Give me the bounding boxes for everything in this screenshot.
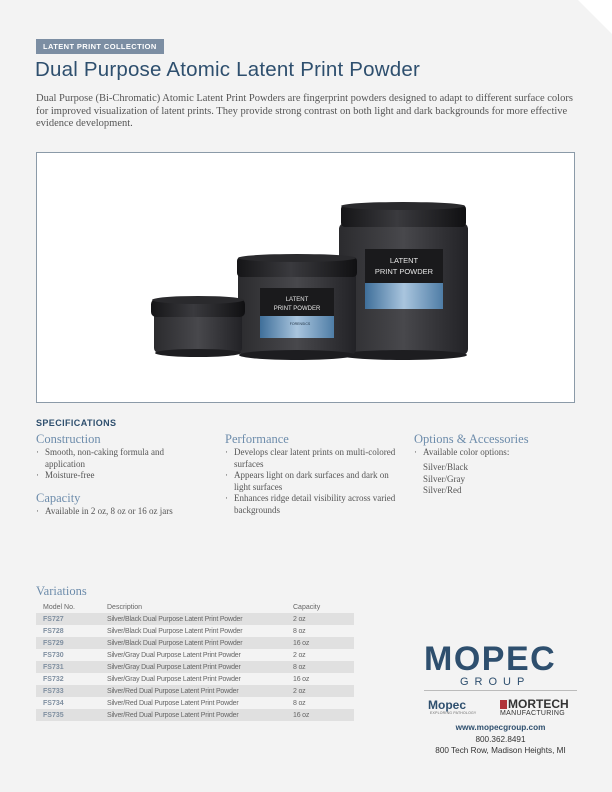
intro-paragraph: Dual Purpose (Bi-Chromatic) Atomic Latent Print Powders are fingerprint powders designed to adapt to different surface colors for improved visualization of latent prints. They provide strong contrast on both light and dark backgrounds for more effective evidence development.: [36, 93, 573, 130]
table-row: [36, 613, 354, 625]
medium-jar-label-line2: PRINT POWDER: [273, 306, 321, 312]
model-cell: FS730: [43, 651, 64, 659]
model-cell: FS729: [36, 637, 100, 649]
description-cell: Silver/Gray Dual Purpose Latent Print Powder: [107, 675, 241, 683]
mortech-tagline: MANUFACTURING: [500, 710, 565, 717]
mortech-wordmark: MORTECH: [508, 697, 569, 711]
capacity-cell: 2 oz: [286, 613, 354, 625]
model-cell: FS728: [43, 627, 64, 635]
capacity-cell: 8 oz: [293, 627, 306, 635]
color-option: Silver/Red: [423, 485, 462, 496]
list-item: · Smooth, non-caking formula and application: [36, 447, 206, 470]
description-cell: Silver/Red Dual Purpose Latent Print Powder: [107, 699, 239, 707]
description-cell: Silver/Gray Dual Purpose Latent Print Powder: [100, 661, 286, 673]
page-corner-fold: [578, 0, 612, 34]
mopec-sub-logo: Mopec: [428, 698, 467, 712]
color-options: [423, 462, 468, 497]
collection-tag: LATENT PRINT COLLECTION: [36, 39, 164, 54]
capacity-cell: 8 oz: [286, 661, 354, 673]
column-header: Description: [107, 603, 143, 611]
model-cell: FS732: [43, 675, 64, 683]
construction-list: [36, 447, 206, 482]
model-cell: FS731: [36, 661, 100, 673]
capacity-cell: 2 oz: [293, 651, 306, 659]
table-row: [36, 661, 354, 673]
list-item: · Available color options:: [414, 447, 574, 459]
capacity-cell: 16 oz: [293, 675, 310, 683]
description-cell: Silver/Black Dual Purpose Latent Print Powder: [107, 627, 243, 635]
large-jar: [339, 202, 468, 360]
phone-number: 800.362.8491: [475, 734, 526, 744]
performance-heading: Performance: [225, 432, 289, 446]
options-list: [414, 447, 574, 459]
medium-jar-label-line1: LATENT: [285, 297, 309, 303]
model-cell: FS733: [36, 685, 100, 697]
capacity-list: [36, 506, 226, 518]
capacity-cell: 16 oz: [286, 637, 354, 649]
model-cell: FS735: [36, 709, 100, 721]
variations-table: [36, 601, 354, 721]
small-jar: [151, 296, 245, 357]
list-item: · Available in 2 oz, 8 oz or 16 oz jars: [36, 506, 226, 518]
table-row: [36, 637, 354, 649]
table-row: [36, 649, 354, 661]
description-cell: Silver/Black Dual Purpose Latent Print Powder: [100, 613, 286, 625]
product-photo: [36, 152, 575, 403]
column-header: Capacity: [293, 603, 321, 611]
description-cell: Silver/Red Dual Purpose Latent Print Powder: [100, 685, 286, 697]
column-header: Model No.: [43, 603, 75, 611]
color-option: Silver/Black: [423, 462, 468, 472]
construction-heading: Construction: [36, 432, 101, 446]
address: 800 Tech Row, Madison Heights, MI: [435, 746, 566, 756]
large-jar-label-line1: LATENT: [389, 256, 419, 265]
table-row: [36, 709, 354, 721]
list-item: · Develops clear latent prints on multi-colored surfaces: [225, 447, 400, 470]
website-link[interactable]: www.mopecgroup.com: [455, 723, 546, 732]
page-title: Dual Purpose Atomic Latent Print Powder: [35, 58, 420, 81]
table-row: [36, 685, 354, 697]
large-jar-label-line2: PRINT POWDER: [374, 267, 434, 276]
capacity-cell: 16 oz: [286, 709, 354, 721]
list-item: · Moisture-free: [36, 470, 206, 482]
mortech-logo: [500, 697, 569, 711]
model-cell: FS734: [43, 699, 64, 707]
performance-list: [225, 447, 400, 517]
options-heading: Options & Accessories: [414, 432, 529, 446]
color-option: Silver/Gray: [423, 473, 465, 484]
capacity-heading: Capacity: [36, 491, 81, 505]
table-row: [36, 673, 354, 685]
mortech-mark-icon: [500, 700, 507, 709]
mopec-logo: MOPEC: [424, 640, 557, 678]
description-cell: Silver/Red Dual Purpose Latent Print Powder: [100, 709, 286, 721]
capacity-cell: 2 oz: [286, 685, 354, 697]
powder-jars-image: [37, 153, 574, 402]
medium-jar-brand: FORENSICS: [289, 322, 311, 326]
list-item: · Appears light on dark surfaces and dark on light surfaces: [225, 470, 400, 493]
description-cell: Silver/Gray Dual Purpose Latent Print Powder: [107, 651, 241, 659]
mopec-group-wordmark: GROUP: [460, 676, 531, 688]
table-header-row: [36, 601, 354, 613]
medium-jar: [237, 254, 357, 360]
table-row: [36, 697, 354, 709]
description-cell: Silver/Black Dual Purpose Latent Print Powder: [100, 637, 286, 649]
variations-heading: Variations: [36, 584, 87, 598]
capacity-cell: 8 oz: [293, 699, 306, 707]
model-cell: FS727: [36, 613, 100, 625]
list-item: · Enhances ridge detail visibility across varied backgrounds: [225, 493, 400, 516]
table-row: [36, 625, 354, 637]
specifications-heading: SPECIFICATIONS: [36, 418, 117, 428]
contact-block: [424, 722, 577, 757]
mopec-tagline: EXPLORING PATHOLOGY: [430, 711, 477, 715]
divider: [424, 690, 577, 691]
